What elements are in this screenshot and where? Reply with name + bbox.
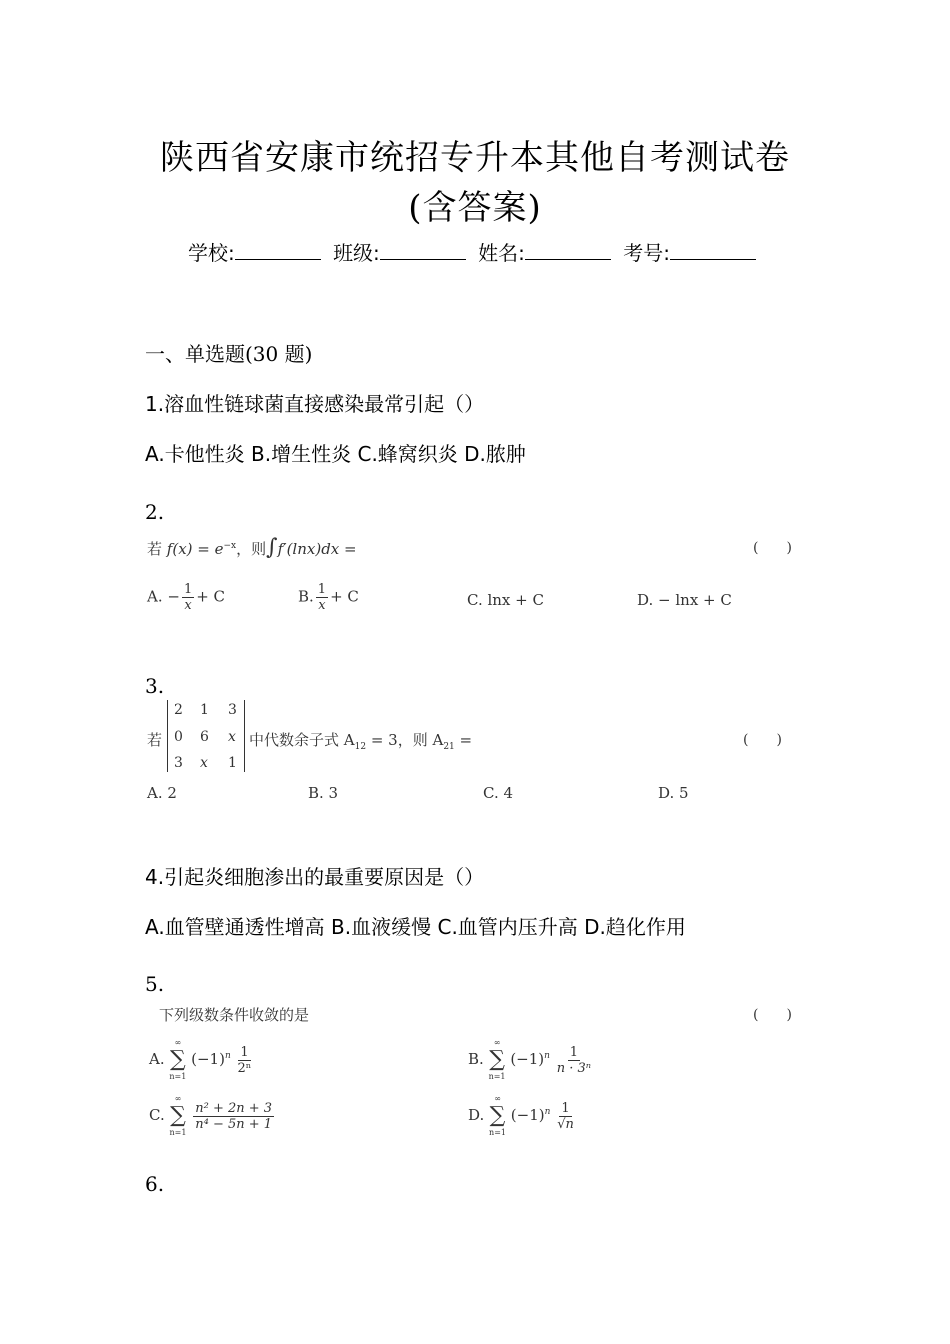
school-label: 学校: — [187, 241, 235, 265]
question-2-option-b — [298, 582, 359, 613]
q5-b-den: n · 3ⁿ — [556, 1060, 592, 1076]
q3-sub1: 12 — [354, 742, 367, 752]
q5-a-exp: n — [224, 1051, 231, 1061]
question-3-pre: 若 — [147, 731, 163, 749]
sigma-sign — [489, 1037, 506, 1083]
page-subtitle: (含答案) — [408, 188, 542, 228]
q2-b-tail: + C — [330, 587, 359, 606]
q5-b-exp: n — [544, 1051, 550, 1061]
question-4-options: A.血管壁通透性增高 B.血液缓慢 C.血管内压升高 D.趋化作用 — [145, 915, 686, 939]
q5-d-term: (−1) — [510, 1106, 545, 1124]
q5-d-num: 1 — [561, 1100, 570, 1116]
q2-integral-sign: ∫ — [266, 535, 278, 560]
sigma-symbol: ∑ — [489, 1103, 506, 1128]
question-1-options: A.卡他性炎 B.增生性炎 C.蜂窝织炎 D.脓肿 — [145, 442, 526, 466]
question-4-stem: 4.引起炎细胞渗出的最重要原因是（） — [145, 865, 485, 889]
question-6-number: 6. — [145, 1172, 165, 1196]
question-1-stem: 1.溶血性链球菌直接感染最常引起（） — [145, 392, 485, 416]
sigma-bottom: n=1 — [169, 1128, 187, 1137]
q5-c-label: C. — [149, 1106, 165, 1124]
question-2-stem — [147, 535, 357, 560]
sigma-symbol: ∑ — [170, 1103, 186, 1128]
q2-a-fraction — [182, 582, 194, 613]
number-blank[interactable] — [670, 241, 756, 260]
student-info-row — [0, 237, 950, 266]
q5-b-term: (−1) — [510, 1050, 545, 1068]
class-label: 班级: — [333, 241, 380, 265]
q5-a-num: 1 — [240, 1044, 249, 1060]
question-3-option-b: B. 3 — [308, 784, 339, 802]
sigma-sign — [489, 1093, 506, 1139]
question-2-number: 2. — [145, 500, 165, 524]
q5-d-exp: n — [544, 1107, 551, 1117]
q5-c-num: n² + 2n + 3 — [195, 1100, 273, 1116]
q2-a-tail: + C — [196, 587, 226, 606]
q3-text: 中代数余子式 A — [249, 731, 355, 749]
q5-d-label: D. — [468, 1106, 485, 1124]
q2-a-den: x — [184, 598, 192, 613]
q2-mid: ，则 — [236, 540, 267, 558]
question-3-number: 3. — [145, 674, 165, 698]
matrix-cell: 1 — [228, 755, 237, 771]
q3-sub2: 21 — [443, 742, 455, 752]
q2-a-label: A. − — [147, 587, 180, 606]
sigma-symbol: ∑ — [170, 1047, 186, 1072]
q2-b-den: x — [318, 598, 326, 613]
q5-c-fraction — [193, 1101, 274, 1132]
q2-integrand: f′(lnx)dx = — [277, 540, 357, 558]
question-5-option-b — [468, 1037, 593, 1083]
question-3-option-c: C. 4 — [483, 784, 514, 802]
school-blank[interactable] — [235, 241, 321, 260]
question-2-option-a — [147, 582, 225, 613]
matrix-cell: x — [228, 729, 236, 745]
q2-b-num: 1 — [317, 582, 327, 597]
class-blank[interactable] — [380, 241, 466, 260]
page-title: 陕西省安康市统招专升本其他自考测试卷 — [160, 138, 790, 178]
name-label: 姓名: — [478, 241, 525, 265]
number-label: 考号: — [623, 241, 671, 265]
sigma-top: ∞ — [494, 1094, 501, 1103]
q5-c-den: n⁴ − 5n + 1 — [195, 1116, 273, 1132]
question-5-answer-paren: ( ) — [753, 1007, 792, 1023]
q2-a-num: 1 — [183, 582, 193, 597]
q2-pre: 若 — [147, 540, 163, 558]
question-5-option-d — [468, 1093, 576, 1139]
section-heading: 一、单选题(30 题) — [145, 342, 313, 366]
matrix-cell: 3 — [174, 755, 183, 771]
q5-b-fraction — [557, 1045, 591, 1076]
matrix-cell: 2 — [174, 702, 183, 718]
q3-text2: = 3，则 A — [366, 731, 444, 749]
q5-d-fraction — [557, 1101, 574, 1132]
question-5-option-c — [149, 1093, 276, 1139]
sigma-sign — [170, 1093, 187, 1139]
matrix-cell: x — [200, 755, 208, 771]
q5-a-fraction — [238, 1045, 252, 1076]
q5-a-den: 2ⁿ — [237, 1060, 252, 1076]
q5-b-num: 1 — [569, 1044, 579, 1060]
question-3-answer-paren: ( ) — [743, 732, 782, 748]
question-2-answer-paren: ( ) — [753, 540, 792, 556]
q3-text3: = — [454, 731, 473, 749]
matrix-cell: 0 — [174, 729, 183, 745]
sigma-top: ∞ — [174, 1094, 182, 1103]
sigma-bottom: n=1 — [488, 1072, 506, 1081]
q2-b-fraction — [316, 582, 328, 613]
q5-d-den: √n — [557, 1116, 574, 1132]
question-2-option-c: C. lnx + C — [467, 591, 544, 609]
question-3-stem — [249, 729, 472, 752]
determinant-matrix — [167, 700, 245, 772]
name-blank[interactable] — [525, 241, 611, 260]
q5-a-label: A. — [149, 1050, 165, 1068]
question-3-option-a: A. 2 — [147, 784, 177, 802]
sigma-symbol: ∑ — [489, 1047, 505, 1072]
q5-a-term: (−1) — [191, 1050, 225, 1068]
sigma-sign — [169, 1037, 186, 1083]
matrix-cell: 1 — [200, 702, 209, 718]
question-5-stem: 下列级数条件收敛的是 — [159, 1006, 310, 1024]
sigma-top: ∞ — [493, 1038, 501, 1047]
q5-b-label: B. — [468, 1050, 484, 1068]
matrix-cell: 3 — [228, 702, 237, 718]
matrix-cell: 6 — [200, 729, 209, 745]
question-5-number: 5. — [145, 972, 165, 996]
question-5-option-a — [149, 1037, 253, 1083]
q2-exp: −x — [223, 541, 237, 551]
question-2-option-d: D. − lnx + C — [637, 591, 732, 609]
question-3-option-d: D. 5 — [658, 784, 689, 802]
sigma-bottom: n=1 — [489, 1128, 506, 1137]
q2-b-label: B. — [298, 587, 314, 606]
q2-func: f(x) = e — [166, 540, 224, 558]
sigma-bottom: n=1 — [169, 1072, 187, 1081]
sigma-top: ∞ — [174, 1038, 182, 1047]
